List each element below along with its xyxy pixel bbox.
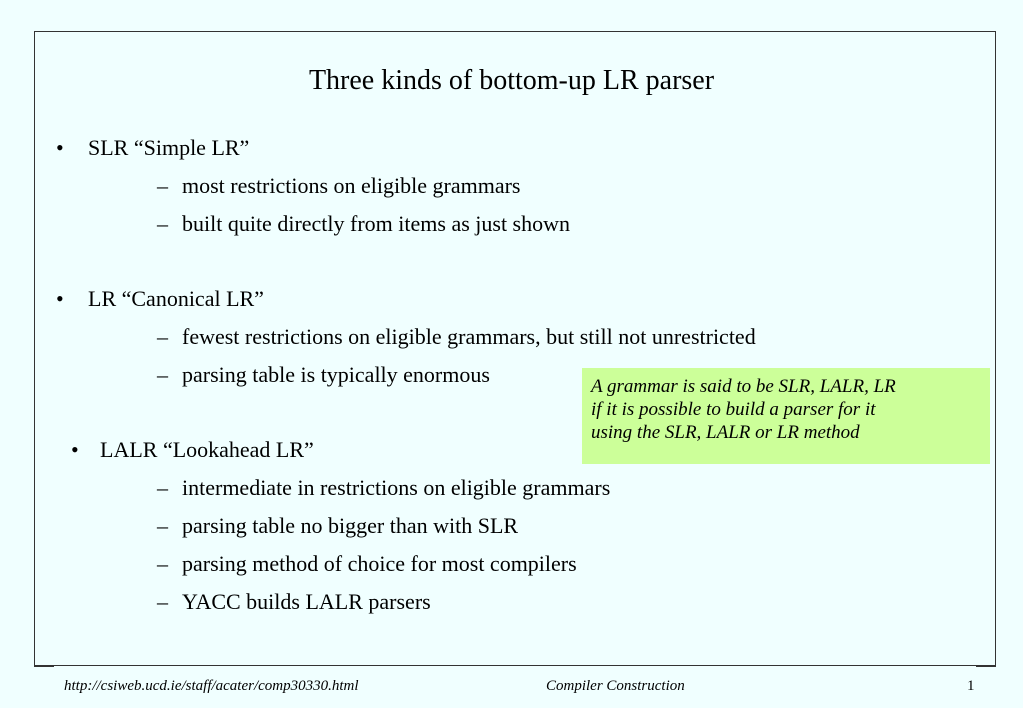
dash-lalr-4: – xyxy=(157,589,168,614)
item-slr-2: built quite directly from items as just shown xyxy=(182,211,571,236)
dash-lr-1: – xyxy=(157,324,168,349)
heading-slr: SLR “Simple LR” xyxy=(88,135,250,160)
item-lr-2: parsing table is typically enormous xyxy=(182,362,490,387)
bullet-lalr: • xyxy=(71,437,79,462)
note-line-1: A grammar is said to be SLR, LALR, LR xyxy=(591,376,896,397)
dash-lalr-2: – xyxy=(157,513,168,538)
item-lalr-3: parsing method of choice for most compilers xyxy=(182,551,577,576)
bullet-lr: • xyxy=(56,286,64,311)
dash-lr-2: – xyxy=(157,362,168,387)
note-box xyxy=(582,368,990,464)
footer-rule-left xyxy=(34,666,54,667)
footer-page-number: 1 xyxy=(967,678,975,694)
item-lalr-2: parsing table no bigger than with SLR xyxy=(182,513,519,538)
item-lalr-4: YACC builds LALR parsers xyxy=(182,589,431,614)
bullet-slr: • xyxy=(56,135,64,160)
note-line-2: if it is possible to build a parser for it xyxy=(591,399,876,420)
dash-lalr-3: – xyxy=(157,551,168,576)
item-lr-1: fewest restrictions on eligible grammars, but still not unrestricted xyxy=(182,324,756,349)
footer-url: http://csiweb.ucd.ie/staff/acater/comp30330.html xyxy=(64,678,359,694)
footer-course: Compiler Construction xyxy=(546,678,685,694)
dash-slr-1: – xyxy=(157,173,168,198)
heading-lalr: LALR “Lookahead LR” xyxy=(100,437,314,462)
heading-lr: LR “Canonical LR” xyxy=(88,286,264,311)
item-slr-1: most restrictions on eligible grammars xyxy=(182,173,521,198)
dash-slr-2: – xyxy=(157,211,168,236)
dash-lalr-1: – xyxy=(157,475,168,500)
footer-rule-right xyxy=(976,666,996,667)
note-line-3: using the SLR, LALR or LR method xyxy=(591,422,860,443)
slide-title: Three kinds of bottom-up LR parser xyxy=(308,65,715,96)
item-lalr-1: intermediate in restrictions on eligible grammars xyxy=(182,475,611,500)
